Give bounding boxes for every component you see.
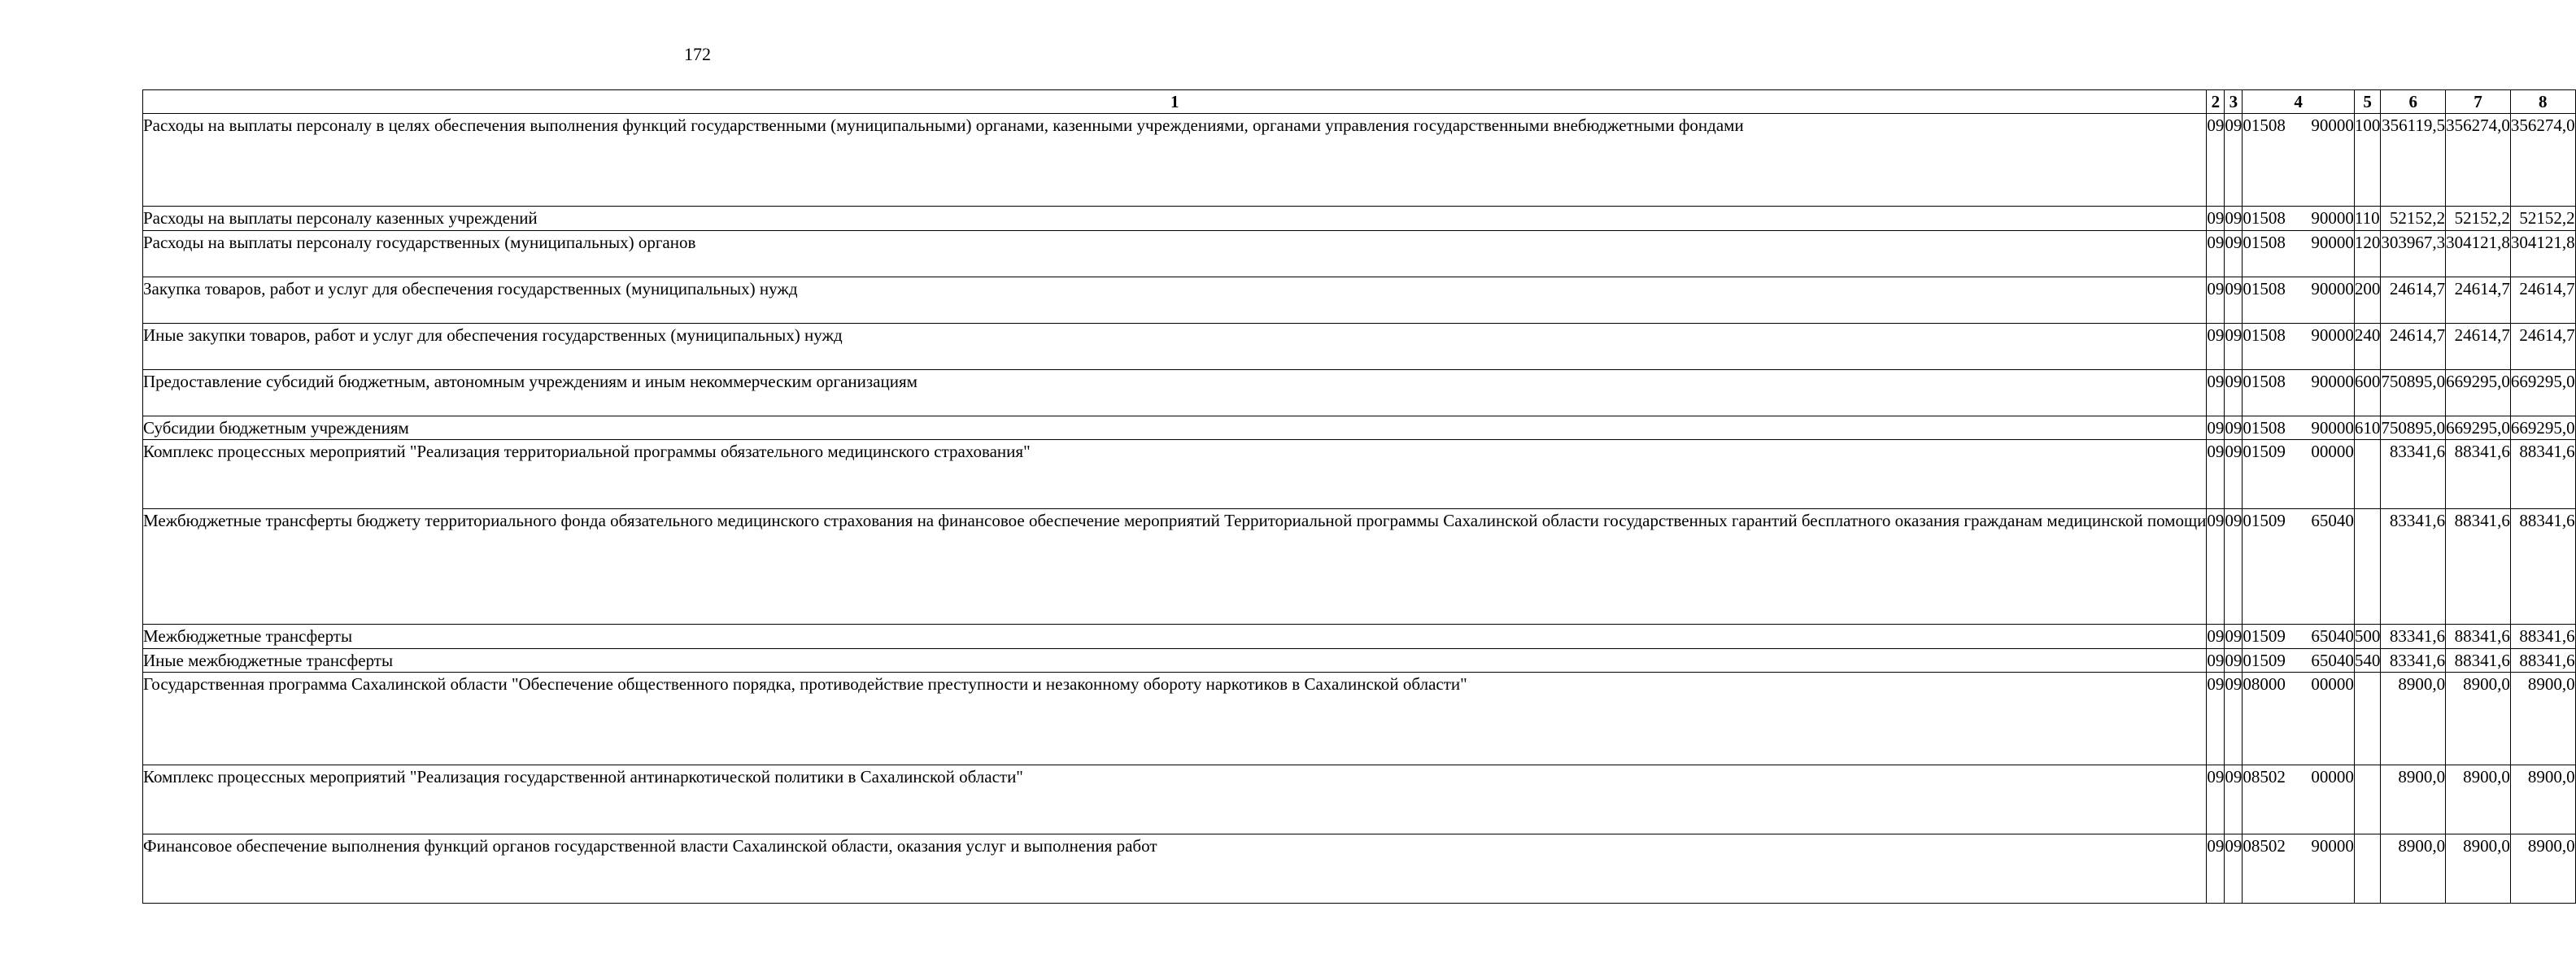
code-section: 09: [2207, 509, 2225, 625]
program-code: 01508: [2243, 232, 2286, 252]
expense-type-code: 600: [2354, 369, 2381, 416]
row-name: Иные закупки товаров, работ и услуг для обеспечения государственных (муниципальных) нужд: [143, 323, 2207, 369]
code-subsection: 09: [2225, 114, 2243, 207]
amount-col8: 24614,7: [2510, 277, 2575, 323]
code-subsection: 09: [2225, 277, 2243, 323]
direction-code: 90000: [2311, 325, 2354, 345]
amount-col8: 356274,0: [2510, 114, 2575, 207]
table-row: [143, 673, 2576, 765]
expense-type-code: 610: [2354, 416, 2381, 440]
table-row: [143, 323, 2576, 369]
direction-code: 90000: [2311, 232, 2354, 252]
expense-type-code: [2354, 673, 2381, 765]
amount-col8: 8900,0: [2510, 834, 2575, 904]
amount-col7: 356274,0: [2446, 114, 2511, 207]
code-section: 09: [2207, 625, 2225, 649]
amount-col6: 24614,7: [2381, 277, 2446, 323]
amount-col6: 303967,3: [2381, 230, 2446, 277]
amount-col7: 8900,0: [2446, 834, 2511, 904]
target-article-code: [2243, 765, 2355, 834]
program-code: 01509: [2243, 650, 2286, 670]
table-row: [143, 416, 2576, 440]
direction-code: 90000: [2311, 115, 2354, 135]
row-name: Иные межбюджетные трансферты: [143, 648, 2207, 673]
amount-col8: 304121,8: [2510, 230, 2575, 277]
program-code: 01509: [2243, 442, 2286, 461]
row-name: Межбюджетные трансферты: [143, 625, 2207, 649]
expense-type-code: [2354, 765, 2381, 834]
table-row: [143, 765, 2576, 834]
amount-col6: 83341,6: [2381, 648, 2446, 673]
amount-col6: 24614,7: [2381, 323, 2446, 369]
amount-col7: 8900,0: [2446, 765, 2511, 834]
code-subsection: 09: [2225, 207, 2243, 231]
direction-code: 90000: [2311, 417, 2354, 438]
direction-code: 00000: [2311, 442, 2354, 461]
expense-type-code: 100: [2354, 114, 2381, 207]
target-article-code: [2243, 673, 2355, 765]
target-article-code: [2243, 230, 2355, 277]
amount-col8: 8900,0: [2510, 765, 2575, 834]
amount-col8: 52152,2: [2510, 207, 2575, 231]
code-section: 09: [2207, 323, 2225, 369]
row-name: Расходы на выплаты персоналу в целях обеспечения выполнения функций государственными (муниципальными) органами, казенными учреждениями, органами управления государственными внебюджетными фондами: [143, 114, 2207, 207]
code-subsection: 09: [2225, 648, 2243, 673]
row-name: Субсидии бюджетным учреждениям: [143, 416, 2207, 440]
amount-col6: 8900,0: [2381, 673, 2446, 765]
direction-code: 65040: [2311, 511, 2354, 530]
direction-code: 00000: [2311, 674, 2354, 694]
amount-col6: 8900,0: [2381, 834, 2446, 904]
expense-type-code: [2354, 509, 2381, 625]
row-name: Предоставление субсидий бюджетным, автономным учреждениям и иным некоммерческим организациям: [143, 369, 2207, 416]
column-header: 3: [2225, 90, 2243, 114]
row-name: Государственная программа Сахалинской области "Обеспечение общественного порядка, противодействие преступности и незаконному обороту наркотиков в Сахалинской области": [143, 673, 2207, 765]
expense-type-code: 540: [2354, 648, 2381, 673]
target-article-code: [2243, 416, 2355, 440]
amount-col8: 8900,0: [2510, 673, 2575, 765]
program-code: 01508: [2243, 115, 2286, 135]
row-name: Финансовое обеспечение выполнения функций органов государственной власти Сахалинской области, оказания услуг и выполнения работ: [143, 834, 2207, 904]
column-header: 2: [2207, 90, 2225, 114]
code-subsection: 09: [2225, 673, 2243, 765]
amount-col6: 83341,6: [2381, 625, 2446, 649]
code-section: 09: [2207, 207, 2225, 231]
amount-col6: 8900,0: [2381, 765, 2446, 834]
program-code: 01508: [2243, 325, 2286, 345]
amount-col7: 88341,6: [2446, 509, 2511, 625]
code-section: 09: [2207, 416, 2225, 440]
table-row: [143, 230, 2576, 277]
amount-col6: 750895,0: [2381, 369, 2446, 416]
program-code: 01509: [2243, 511, 2286, 530]
header-row: [143, 90, 2576, 114]
target-article-code: [2243, 114, 2355, 207]
code-section: 09: [2207, 230, 2225, 277]
code-section: 09: [2207, 765, 2225, 834]
column-header: 4: [2243, 90, 2355, 114]
row-name: Закупка товаров, работ и услуг для обеспечения государственных (муниципальных) нужд: [143, 277, 2207, 323]
target-article-code: [2243, 509, 2355, 625]
amount-col7: 52152,2: [2446, 207, 2511, 231]
direction-code: 90000: [2311, 208, 2354, 228]
target-article-code: [2243, 369, 2355, 416]
column-header: 5: [2354, 90, 2381, 114]
table-row: [143, 440, 2576, 509]
amount-col7: 669295,0: [2446, 416, 2511, 440]
column-header: 1: [143, 90, 2207, 114]
program-code: 01508: [2243, 208, 2286, 228]
amount-col8: 88341,6: [2510, 509, 2575, 625]
row-name: Расходы на выплаты персоналу казенных учреждений: [143, 207, 2207, 231]
target-article-code: [2243, 440, 2355, 509]
program-code: 08502: [2243, 767, 2286, 786]
table-row: [143, 648, 2576, 673]
code-subsection: 09: [2225, 440, 2243, 509]
expense-type-code: 120: [2354, 230, 2381, 277]
direction-code: 65040: [2311, 626, 2354, 646]
target-article-code: [2243, 323, 2355, 369]
amount-col6: 356119,5: [2381, 114, 2446, 207]
expense-type-code: 500: [2354, 625, 2381, 649]
table-row: [143, 369, 2576, 416]
expense-type-code: 200: [2354, 277, 2381, 323]
column-header: 7: [2446, 90, 2511, 114]
code-subsection: 09: [2225, 834, 2243, 904]
amount-col8: 669295,0: [2510, 369, 2575, 416]
expense-type-code: 110: [2354, 207, 2381, 231]
code-subsection: 09: [2225, 230, 2243, 277]
expense-type-code: 240: [2354, 323, 2381, 369]
amount-col8: 88341,6: [2510, 625, 2575, 649]
code-subsection: 09: [2225, 625, 2243, 649]
target-article-code: [2243, 625, 2355, 649]
row-name: Комплекс процессных мероприятий "Реализация территориальной программы обязательного медицинского страхования": [143, 440, 2207, 509]
amount-col7: 669295,0: [2446, 369, 2511, 416]
code-subsection: 09: [2225, 416, 2243, 440]
direction-code: 90000: [2311, 836, 2354, 856]
amount-col7: 88341,6: [2446, 625, 2511, 649]
code-subsection: 09: [2225, 369, 2243, 416]
amount-col7: 304121,8: [2446, 230, 2511, 277]
program-code: 08000: [2243, 674, 2286, 694]
column-header: 6: [2381, 90, 2446, 114]
amount-col6: 83341,6: [2381, 440, 2446, 509]
amount-col7: 24614,7: [2446, 277, 2511, 323]
amount-col8: 88341,6: [2510, 648, 2575, 673]
amount-col7: 88341,6: [2446, 440, 2511, 509]
program-code: 01508: [2243, 371, 2286, 391]
budget-table: [142, 89, 2576, 904]
direction-code: 00000: [2311, 767, 2354, 786]
table-row: [143, 114, 2576, 207]
code-section: 09: [2207, 440, 2225, 509]
program-code: 08502: [2243, 836, 2286, 856]
amount-col7: 24614,7: [2446, 323, 2511, 369]
code-section: 09: [2207, 114, 2225, 207]
amount-col8: 669295,0: [2510, 416, 2575, 440]
program-code: 01509: [2243, 626, 2286, 646]
program-code: 01508: [2243, 417, 2286, 438]
amount-col7: 88341,6: [2446, 648, 2511, 673]
code-subsection: 09: [2225, 765, 2243, 834]
code-section: 09: [2207, 648, 2225, 673]
row-name: Расходы на выплаты персоналу государственных (муниципальных) органов: [143, 230, 2207, 277]
table-row: [143, 277, 2576, 323]
code-section: 09: [2207, 673, 2225, 765]
code-section: 09: [2207, 834, 2225, 904]
table-row: [143, 509, 2576, 625]
row-name: Межбюджетные трансферты бюджету территориального фонда обязательного медицинского страхования на финансовое обеспечение мероприятий Территориальной программы Сахалинской области государственных гарантий бесплатного оказания гражданам медицинской помощи: [143, 509, 2207, 625]
direction-code: 65040: [2311, 650, 2354, 670]
expense-type-code: [2354, 440, 2381, 509]
table-row: [143, 625, 2576, 649]
code-subsection: 09: [2225, 509, 2243, 625]
amount-col8: 88341,6: [2510, 440, 2575, 509]
page-number: 172: [684, 44, 711, 64]
table-row: [143, 207, 2576, 231]
program-code: 01508: [2243, 278, 2286, 298]
target-article-code: [2243, 207, 2355, 231]
code-section: 09: [2207, 277, 2225, 323]
direction-code: 90000: [2311, 278, 2354, 298]
column-header: 8: [2510, 90, 2575, 114]
target-article-code: [2243, 648, 2355, 673]
table-row: [143, 834, 2576, 904]
direction-code: 90000: [2311, 371, 2354, 391]
amount-col7: 8900,0: [2446, 673, 2511, 765]
amount-col6: 52152,2: [2381, 207, 2446, 231]
amount-col8: 24614,7: [2510, 323, 2575, 369]
amount-col6: 750895,0: [2381, 416, 2446, 440]
code-subsection: 09: [2225, 323, 2243, 369]
target-article-code: [2243, 277, 2355, 323]
expense-type-code: [2354, 834, 2381, 904]
row-name: Комплекс процессных мероприятий "Реализация государственной антинаркотической политики в Сахалинской области": [143, 765, 2207, 834]
code-section: 09: [2207, 369, 2225, 416]
amount-col6: 83341,6: [2381, 509, 2446, 625]
target-article-code: [2243, 834, 2355, 904]
